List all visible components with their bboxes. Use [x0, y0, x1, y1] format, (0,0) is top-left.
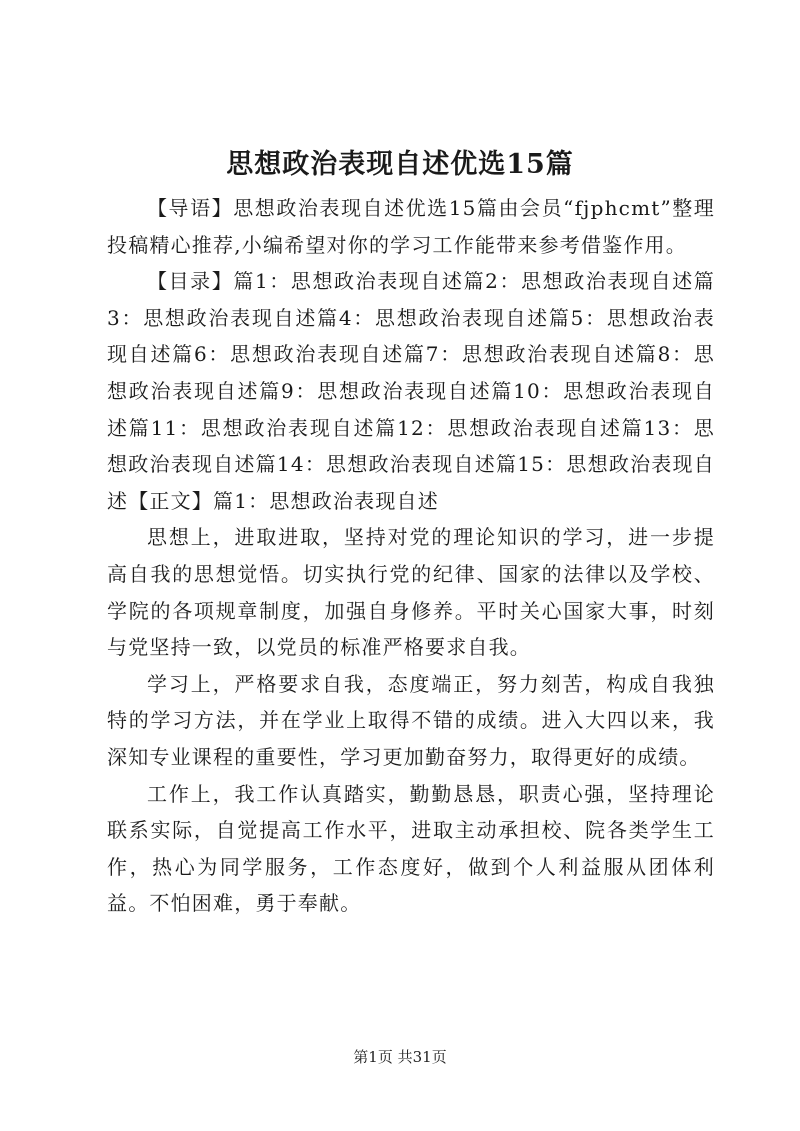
page-footer: 第1页 共31页 — [353, 1048, 447, 1066]
body-paragraph-ideology: 思想上，进取进取，坚持对党的理论知识的学习，进一步提高自我的思想觉悟。切实执行党的纪律、国家的法律以及学校、学院的各项规章制度，加强自身修养。平时关心国家大事，时刻与党坚持一致，以党员的标准严格要求自我。 — [107, 525, 715, 660]
toc-paragraph: 【目录】篇1：思想政治表现自述篇2：思想政治表现自述篇3：思想政治表现自述篇4：思想政治表现自述篇5：思想政治表现自述篇6：思想政治表现自述篇7：思想政治表现自述篇8：思想政治表现自述篇9：思想政治表现自述篇10：思想政治表现自述篇11：思想政治表现自述篇12：思想政治表现自述篇13：思想政治表现自述篇14：思想政治表现自述篇15：思想政治表现自述【正文】篇1：思想政治表现自述 — [107, 269, 715, 513]
document-body — [107, 190, 715, 922]
body-paragraph-study: 学习上，严格要求自我，态度端正，努力刻苦，构成自我独特的学习方法，并在学业上取得不错的成绩。进入大四以来，我深知专业课程的重要性，学习更加勤奋努力，取得更好的成绩。 — [107, 671, 715, 769]
document-title: 思想政治表现自述优选15篇 — [226, 149, 574, 180]
body-paragraph-work: 工作上，我工作认真踏实，勤勤恳恳，职责心强，坚持理论联系实际，自觉提高工作水平，进取主动承担校、院各类学生工作，热心为同学服务，工作态度好，做到个人利益服从团体利益。不怕困难，勇于奉献。 — [107, 781, 715, 916]
intro-paragraph: 【导语】思想政治表现自述优选15篇由会员“fjphcmt”整理投稿精心推荐,小编希望对你的学习工作能带来参考借鉴作用。 — [107, 196, 715, 257]
